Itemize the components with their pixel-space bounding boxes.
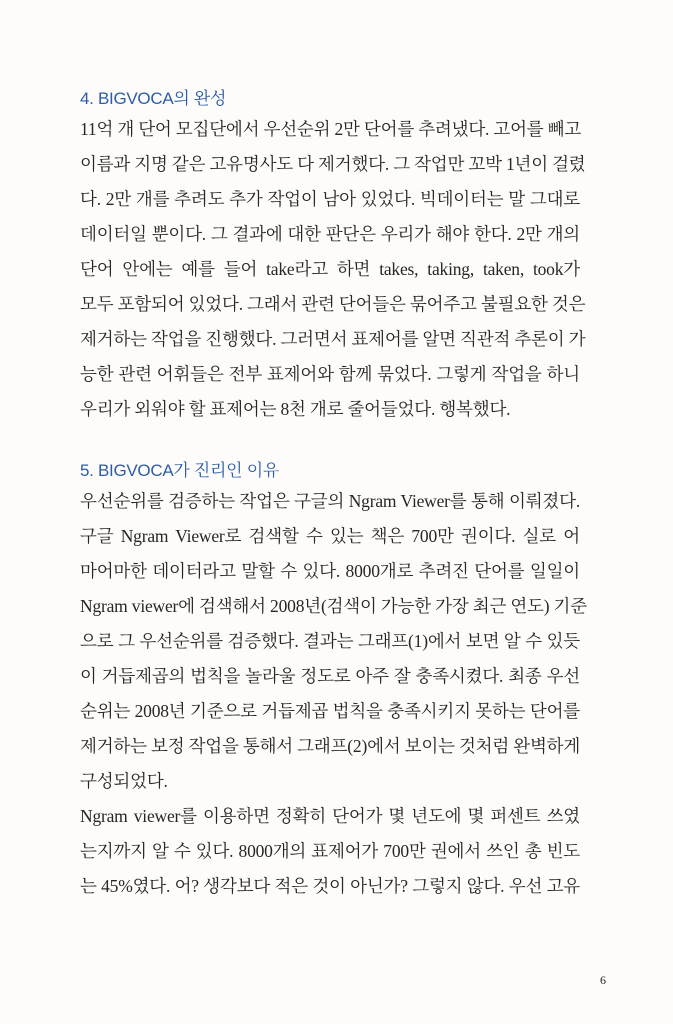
paragraph-line: 우선순위를 검증하는 작업은 구글의 Ngram Viewer를 통해 이뤄졌다. <box>80 491 580 511</box>
paragraph-line: 이름과 지명 같은 고유명사도 다 제거했다. 그 작업만 꼬박 1년이 걸렸 <box>80 154 586 174</box>
paragraph-line: 단어 안에는 예를 들어 take라고 하면 takes, taking, taken, took가 <box>80 259 580 279</box>
section-heading-5: 5. BIGVOCA가 진리인 이유 <box>80 461 279 480</box>
paragraph-line: 구성되었다. <box>80 771 168 791</box>
paragraph-line: 제거하는 작업을 진행했다. 그러면서 표제어를 알면 직관적 추론이 가 <box>80 329 586 349</box>
paragraph-line: 능한 관련 어휘들은 전부 표제어와 함께 묶었다. 그렇게 작업을 하니 <box>80 364 580 384</box>
paragraph-line: 11억 개 단어 모집단에서 우선순위 2만 단어를 추려냈다. 고어를 빼고 <box>80 119 582 139</box>
paragraph-line: 우리가 외워야 할 표제어는 8천 개로 줄어들었다. 행복했다. <box>80 399 511 419</box>
paragraph-line: Ngram viewer에 검색해서 2008년(검색이 가능한 가장 최근 연도) 기준 <box>80 596 587 616</box>
paragraph-line: 데이터일 뿐이다. 그 결과에 대한 판단은 우리가 해야 한다. 2만 개의 <box>80 224 580 244</box>
paragraph-line: Ngram viewer를 이용하면 정확히 단어가 몇 년도에 몇 퍼센트 쓰였 <box>80 806 580 826</box>
paragraph-line: 으로 그 우선순위를 검증했다. 결과는 그래프(1)에서 보면 알 수 있듯 <box>80 631 580 651</box>
page-number: 6 <box>600 973 606 987</box>
paragraph-line: 마어마한 데이터라고 말할 수 있다. 8000개로 추려진 단어를 일일이 <box>80 561 580 581</box>
paragraph-line: 는지까지 알 수 있다. 8000개의 표제어가 700만 권에서 쓰인 총 빈도 <box>80 841 580 861</box>
paragraph-line: 다. 2만 개를 추려도 추가 작업이 남아 있었다. 빅데이터는 말 그대로 <box>80 189 580 209</box>
paragraph-line: 는 45%였다. 어? 생각보다 적은 것이 아닌가? 그렇지 않다. 우선 고유 <box>80 876 580 896</box>
paragraph-line: 이 거듭제곱의 법칙을 놀라울 정도로 아주 잘 충족시켰다. 최종 우선 <box>80 666 580 686</box>
section-heading-4: 4. BIGVOCA의 완성 <box>80 89 227 108</box>
paragraph-line: 구글 Ngram Viewer로 검색할 수 있는 책은 700만 권이다. 실로 어 <box>80 526 580 546</box>
paragraph-line: 제거하는 보정 작업을 통해서 그래프(2)에서 보이는 것처럼 완벽하게 <box>80 736 581 756</box>
paragraph-line: 순위는 2008년 기준으로 거듭제곱 법칙을 충족시키지 못하는 단어를 <box>80 701 580 721</box>
paragraph-line: 모두 포함되어 있었다. 그래서 관련 단어들은 묶어주고 불필요한 것은 <box>80 294 586 314</box>
